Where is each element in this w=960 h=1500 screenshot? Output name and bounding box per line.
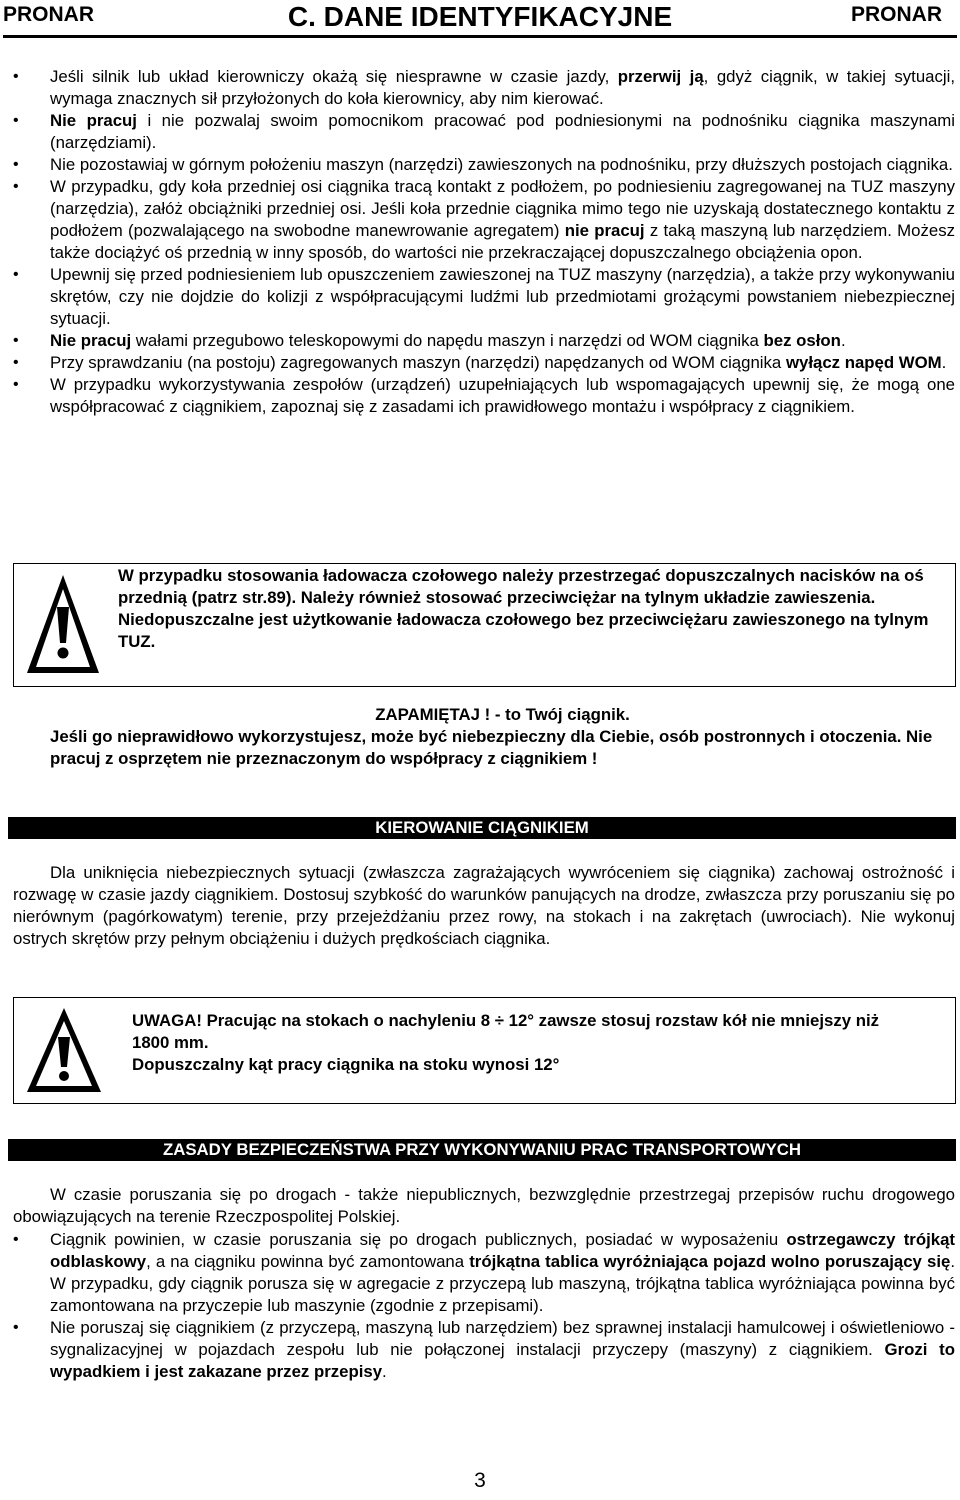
bold-text: przerwij ją	[617, 67, 704, 86]
bold-text: nie pracuj	[564, 221, 645, 240]
bold-text: ostrzegawczy trójkąt odblaskowy	[50, 1230, 955, 1271]
steering-paragraph: Dla uniknięcia niebezpiecznych sytuacji (zwłaszcza zagrażających wywróceniem się ciągnika) zachowaj ostrożność i rozwagę w czasie jazdy ciągnikiem. Dostosuj szybkość do warunków panujących na drodze, zwłaszcza przy poruszaniu się po nierównym (pagórkowatym) terenie, przy przejeżdżaniu przez rowy, na stokach i na zakrętach (uwrociach). Nie wykonuj ostrych skrętów przy pełnym obciążeniu i dużych prędkościach ciągnika.	[13, 863, 955, 948]
remember-text: Jeśli go nieprawidłowo wykorzystujesz, może być niebezpieczny dla Ciebie, osób postronnych i otoczenia. Nie pracuj z osprzętem nie przeznaczonym do współpracy z ciągnikiem !	[50, 727, 933, 768]
text-span: .	[382, 1362, 387, 1381]
page-number: 3	[474, 1469, 486, 1492]
warning-triangle-icon	[24, 1004, 104, 1096]
list-item	[3, 352, 955, 374]
warning-text: UWAGA! Pracując na stokach o nachyleniu 8 ÷ 12° zawsze stosuj rozstaw kół nie mniejszy niż 1800 mm.	[132, 1011, 880, 1052]
warning-text: W przypadku stosowania ładowacza czołowego należy przestrzegać dopuszczalnych nacisków na oś przednią (patrz str.89). Należy również stosować przeciwciężar na tylnym układzie zawieszenia.	[118, 566, 924, 607]
remember-note	[50, 704, 955, 770]
brand-left: PRONAR	[3, 3, 95, 26]
list-item	[3, 176, 955, 264]
text-span: . W przypadku, gdy ciągnik porusza się w agregacie z przyczepą lub maszyną, trójkątna tablica wyróżniająca powinna być zamontowana na przyczepie lub maszynie (zgodnie z przepisami).	[50, 1252, 955, 1315]
text-span: Przy sprawdzaniu (na postoju) zagregowanych maszyn (narzędzi) napędzanych od WOM ciągnika	[50, 353, 786, 372]
bold-text: wyłącz napęd WOM	[785, 353, 942, 372]
list-item	[3, 110, 955, 154]
text-span: Nie pozostawiaj w górnym położeniu maszyn (narzędzi) zawieszonych na podnośniku, przy dłuższych postojach ciągnika.	[50, 155, 953, 174]
bold-text: trójkątna tablica wyróżniająca pojazd wolno poruszający się	[469, 1252, 951, 1271]
transport-bullet-list	[3, 1229, 955, 1383]
text-span: i nie pozwalaj swoim pomocnikom pracować pod podniesionymi na podnośniku ciągnika maszynami (narzędziami).	[50, 111, 955, 152]
list-item	[3, 1229, 955, 1317]
bold-text: Nie pracuj	[50, 331, 132, 350]
text-span: z taką maszyną lub narzędziem. Możesz także dociążyć oś przednią w inny sposób, do wartości nie przekraczającej dopuszczalnego obciążenia opon.	[50, 221, 955, 262]
text-span: Nie poruszaj się ciągnikiem (z przyczepą, maszyną lub narzędziem) bez sprawnej instalacji hamulcowej i oświetleniowo - sygnalizacyjnej w pojazdach zespołu lub nie połączonej instalacji przyczepy (maszyny) z ciągnikiem.	[50, 1318, 955, 1359]
warning-triangle-icon	[24, 571, 102, 677]
warning-box-front-loader	[13, 563, 956, 687]
page-title: C. DANE IDENTYFIKACYJNE	[287, 1, 673, 32]
text-span: Ciągnik powinien, w czasie poruszania się po drogach publicznych, posiadać w wyposażeniu	[50, 1230, 787, 1249]
warning-box-slope	[13, 997, 956, 1104]
text-span: , gdyż ciągnik, w takiej sytuacji, wymaga znacznych sił przyłożonych do koła kierownicy, aby nim kierować.	[50, 67, 956, 108]
text-span: .	[941, 353, 947, 372]
bold-text: bez osłon	[763, 331, 841, 350]
text-span: wałami przegubowo teleskopowymi do napędu maszyn i narzędzi od WOM ciągnika	[131, 331, 764, 350]
bold-text: Grozi to wypadkiem i jest zakazane przez przepisy	[50, 1340, 955, 1381]
list-item	[3, 374, 955, 418]
brand-right: PRONAR	[850, 3, 942, 26]
text-span: W przypadku, gdy koła przedniej osi ciągnika tracą kontakt z podłożem, po podniesieniu zagregowanej na TUZ maszyny (narzędzia), załóż obciążniki przedniej osi. Jeśli koła przednie ciągnika mimo tego nie uzyskają dostatecznego kontaktu z podłożem (pozwalającego na swobodne manewrowanie agregatem)	[50, 177, 955, 240]
text-span: Upewnij się przed podniesieniem lub opuszczeniem zawieszonej na TUZ maszyny (narzędzia), a także przy wykonywaniu skrętów, czy nie dojdzie do kolizji z współpracującymi ludźmi lub przedmiotami grożącymi powstaniem niebezpiecznej sytuacji.	[50, 265, 955, 328]
warning-text: Niedopuszczalne jest użytkowanie ładowacza czołowego bez przeciwciężaru zawieszonego na tylnym TUZ.	[118, 610, 929, 651]
page-header	[0, 0, 960, 36]
bold-text: Nie pracuj	[50, 111, 137, 130]
section-heading-transport: ZASADY BEZPIECZEŃSTWA PRZY WYKONYWANIU PRAC TRANSPORTOWYCH	[8, 1139, 956, 1161]
section-heading-steering: KIEROWANIE CIĄGNIKIEM	[8, 817, 956, 839]
text-span: , a na ciągniku powinna być zamontowana	[146, 1252, 470, 1271]
list-item	[3, 1317, 955, 1383]
header-rule	[3, 35, 957, 38]
safety-bullet-list	[3, 66, 955, 418]
transport-intro: W czasie poruszania się po drogach - także niepublicznych, bezwzględnie przestrzegaj przepisów ruchu drogowego obowiązujących na terenie Rzeczpospolitej Polskiej.	[13, 1185, 955, 1226]
warning-text: Dopuszczalny kąt pracy ciągnika na stoku wynosi 12°	[132, 1055, 560, 1074]
text-span: .	[840, 331, 846, 350]
remember-title: ZAPAMIĘTAJ ! - to Twój ciągnik.	[375, 705, 630, 724]
list-item	[3, 154, 955, 176]
text-span: Jeśli silnik lub układ kierowniczy okażą się niesprawne w czasie jazdy,	[50, 67, 618, 86]
list-item	[3, 66, 955, 110]
list-item	[3, 264, 955, 330]
text-span: W przypadku wykorzystywania zespołów (urządzeń) uzupełniających lub wspomagających upewnij się, że mogą one współpracować z ciągnikiem, zapoznaj się z zasadami ich prawidłowego montażu i współpracy z ciągnikiem.	[50, 375, 955, 416]
list-item	[3, 330, 955, 352]
